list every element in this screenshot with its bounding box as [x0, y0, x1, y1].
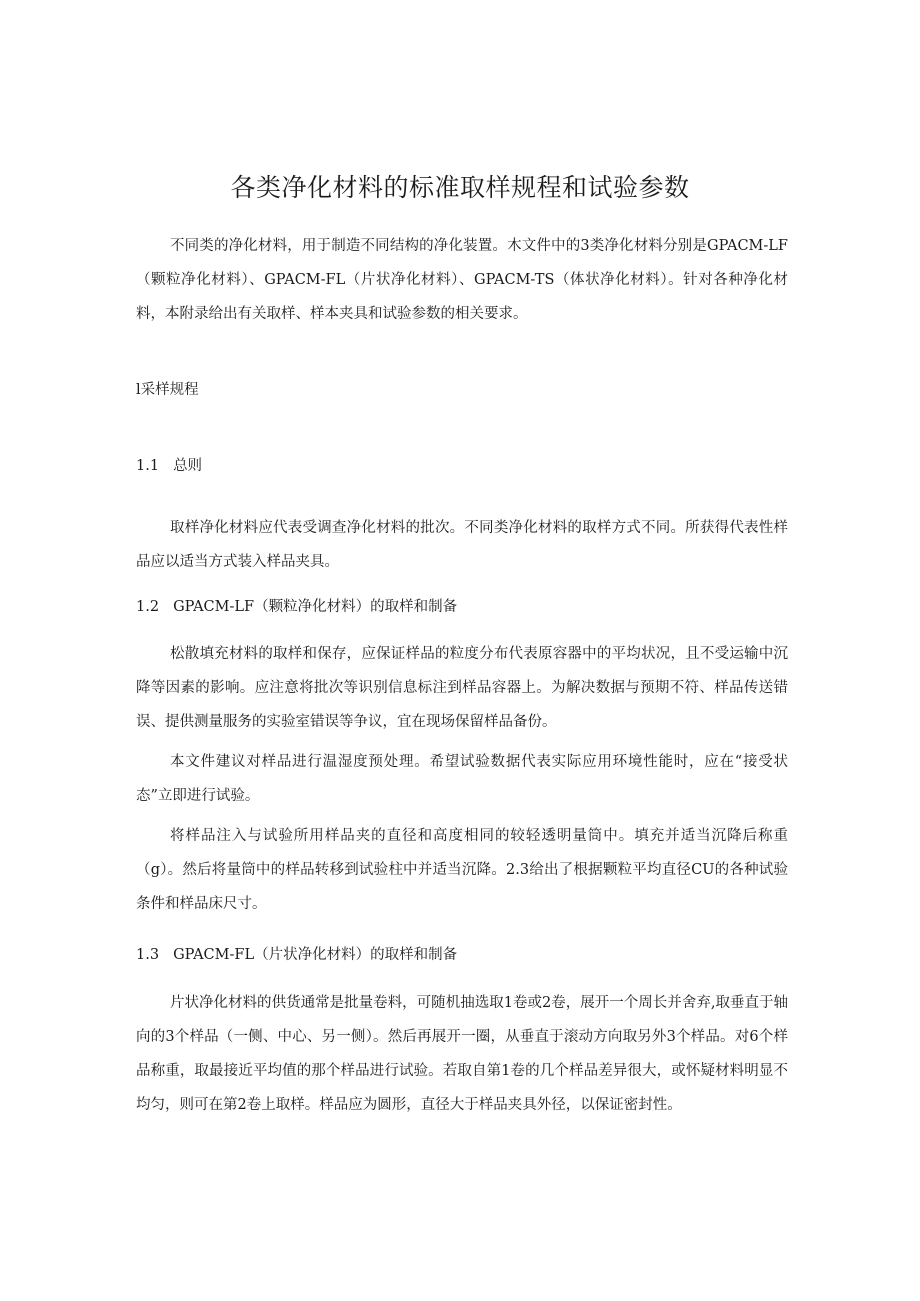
document-title: 各类净化材料的标准取样规程和试验参数: [230, 173, 690, 202]
section-1-number: l: [136, 382, 141, 398]
section-1-heading: [136, 378, 788, 402]
section-1-3-heading: [136, 943, 788, 967]
section-1-2-paragraph-3: 将样品注入与试验所用样品夹的直径和高度相同的较轻透明量筒中。填充并适当沉降后称重（g）。然后将量筒中的样品转移到试验柱中并适当沉降。2.3给出了根据颗粒平均直径CU的各种试验条件和样品床尺寸。: [136, 828, 788, 912]
intro-paragraph: 不同类的净化材料，用于制造不同结构的净化装置。木文件中的3类净化材料分别是GPACM-LF（颗粒净化材料）、GPACM-FL（片状净化材料）、GPACM-TS（体状净化材料）。针对各种净化材料，本附录给出有关取样、样本夹具和试验参数的相关要求。: [136, 238, 788, 322]
section-1-2-heading: [136, 595, 788, 619]
section-1-3-title: GPACM-FL（片状净化材料）的取样和制备: [173, 947, 458, 963]
section-1-1-heading: [136, 454, 788, 478]
section-1-1-title: 总则: [173, 458, 203, 474]
section-1-title: 采样规程: [140, 382, 199, 398]
section-1-2-paragraph-1: 松散填充材料的取样和保存，应保证样品的粒度分布代表原容器中的平均状况，且不受运输中沉降等因素的影响。应注意将批次等识别信息标注到样品容器上。为解决数据与预期不符、样品传送错误、提供测量服务的实验室错误等争议，宜在现场保留样品备份。: [136, 646, 788, 730]
section-1-1-number: 1.1: [136, 458, 160, 474]
section-1-3-body: 片状净化材料的供货通常是批量卷料，可随机抽选取1卷或2卷，展开一个周长并舍弃,取垂直于轴向的3个样品（一侧、中心、另一侧）。然后再展开一圈，从垂直于滚动方向取另外3个样品。对6个样品称重，取最接近平均值的那个样品进行试验。若取自第1卷的几个样品差异很大，或怀疑材料明显不均匀，则可在第2卷上取样。样品应为圆形，直径大于样品夹具外径，以保证密封性。: [136, 995, 788, 1113]
section-1-1-body: 取样净化材料应代表受调查净化材料的批次。不同类净化材料的取样方式不同。所获得代表性样品应以适当方式装入样品夹具。: [136, 520, 788, 570]
section-1-2-paragraph-2: 本文件建议对样品进行温湿度预处理。希望试验数据代表实际应用环境性能时，应在“接受状态”立即进行试验。: [136, 754, 788, 804]
section-1-3-number: 1.3: [136, 947, 160, 963]
section-1-2-number: 1.2: [136, 599, 160, 615]
section-1-2-title: GPACM-LF（颗粒净化材料）的取样和制备: [173, 599, 458, 615]
